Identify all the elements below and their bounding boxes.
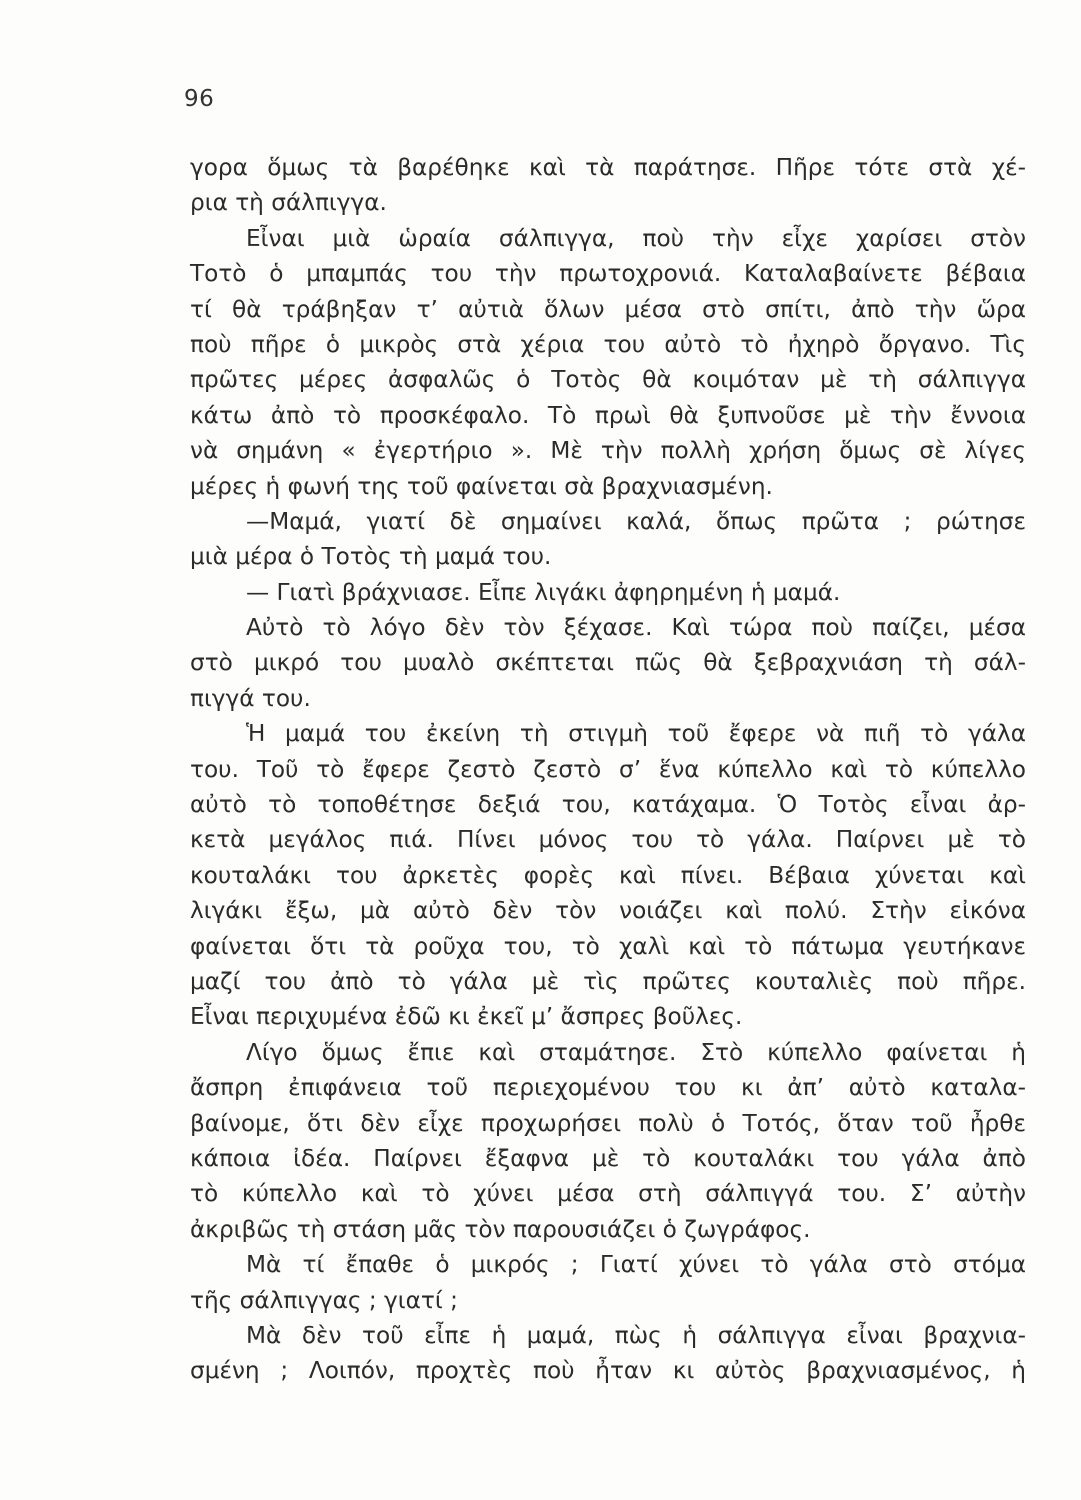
text-line: ἄσπρη ἐπιφάνεια τοῦ περιεχομένου του κι ἀπ’ αὐτὸ καταλα- (190, 1074, 1026, 1102)
text-line: Εἶναι περιχυμένα ἐδῶ κι ἐκεῖ μ’ ἄσπρες βοῦλες. (190, 1003, 743, 1031)
text-line: Εἶναι μιὰ ὡραία σάλπιγγα, ποὺ τὴν εἶχε χαρίσει στὸν (246, 224, 1026, 252)
text-line: κουταλάκι του ἀρκετὲς φορὲς καὶ πίνει. Βέβαια χύνεται καὶ (190, 861, 1026, 889)
text-line: Λίγο ὅμως ἔπιε καὶ σταμάτησε. Στὸ κύπελλο φαίνεται ἡ (246, 1038, 1026, 1066)
text-line: — Γιατὶ βράχνιασε. Εἶπε λιγάκι ἀφηρημένη ἡ μαμά. (246, 578, 841, 606)
text-line: —Μαμά, γιατί δὲ σημαίνει καλά, ὅπως πρῶτα ; ρώτησε (246, 507, 1026, 535)
text-line: κετὰ μεγάλος πιά. Πίνει μόνος του τὸ γάλα. Παίρνει μὲ τὸ (190, 826, 1026, 854)
text-line: φαίνεται ὅτι τὰ ροῦχα του, τὸ χαλὶ καὶ τὸ πάτωμα γευτήκανε (190, 932, 1026, 960)
text-line: Τοτὸ ὁ μπαμπάς του τὴν πρωτοχρονιά. Καταλαβαίνετε βέβαια (190, 260, 1026, 288)
text-line: μέρες ἡ φωνή της τοῦ φαίνεται σὰ βραχνιασμένη. (190, 472, 773, 500)
text-line: Αὐτὸ τὸ λόγο δὲν τὸν ξέχασε. Καὶ τώρα ποὺ παίζει, μέσα (246, 614, 1026, 642)
text-line: στὸ μικρό του μυαλὸ σκέπτεται πῶς θὰ ξεβραχνιάση τὴ σάλ- (190, 649, 1026, 677)
text-line: μαζί του ἀπὸ τὸ γάλα μὲ τὶς πρῶτες κουταλιὲς ποὺ πῆρε. (190, 967, 1026, 995)
text-line: πιγγά του. (190, 684, 311, 712)
text-line: Μὰ τί ἔπαθε ὁ μικρός ; Γιατί χύνει τὸ γάλα στὸ στόμα (246, 1251, 1026, 1279)
text-line: νὰ σημάνη « ἐγερτήριο ». Μὲ τὴν πολλὴ χρήση ὅμως σὲ λίγες (190, 437, 1026, 465)
text-line: του. Τοῦ τὸ ἔφερε ζεστὸ ζεστὸ σ’ ἕνα κύπελλο καὶ τὸ κύπελλο (190, 755, 1026, 783)
text-line: ρια τὴ σάλπιγγα. (190, 189, 387, 217)
text-line: μιὰ μέρα ὁ Τοτὸς τὴ μαμά του. (190, 543, 552, 571)
text-line: ἀκριβῶς τὴ στάση μᾶς τὸν παρουσιάζει ὁ ζωγράφος. (190, 1215, 811, 1243)
text-line: κάτω ἀπὸ τὸ προσκέφαλο. Τὸ πρωὶ θὰ ξυπνοῦσε μὲ τὴν ἔννοια (190, 401, 1026, 429)
text-line: σμένη ; Λοιπόν, προχτὲς ποὺ ἦταν κι αὐτὸς βραχνιασμένος, ἡ (190, 1357, 1026, 1385)
text-line: λιγάκι ἔξω, μὰ αὐτὸ δὲν τὸν νοιάζει καὶ πολύ. Στὴν εἰκόνα (190, 897, 1026, 925)
text-line: γορα ὅμως τὰ βαρέθηκε καὶ τὰ παράτησε. Πῆρε τότε στὰ χέ- (190, 154, 1026, 181)
text-line: βαίνομε, ὅτι δὲν εἶχε προχωρήσει πολὺ ὁ Τοτός, ὅταν τοῦ ἦρθε (190, 1109, 1026, 1137)
text-line: κάποια ἰδέα. Παίρνει ἔξαφνα μὲ τὸ κουταλάκι του γάλα ἀπὸ (190, 1144, 1026, 1172)
body-text (190, 150, 1026, 1389)
page-number: 96 (184, 86, 215, 112)
text-line: Μὰ δὲν τοῦ εἶπε ἡ μαμά, πὼς ἡ σάλπιγγα εἶναι βραχνια- (246, 1321, 1026, 1349)
text-line: πρῶτες μέρες ἀσφαλῶς ὁ Τοτὸς θὰ κοιμόταν μὲ τὴ σάλπιγγα (190, 366, 1026, 394)
text-line: αὐτὸ τὸ τοποθέτησε δεξιά του, κατάχαμα. Ὁ Τοτὸς εἶναι ἀρ- (190, 791, 1026, 819)
text-line: τί θὰ τράβηξαν τ’ αὐτιὰ ὅλων μέσα στὸ σπίτι, ἀπὸ τὴν ὥρα (190, 295, 1026, 323)
text-line: τὸ κύπελλο καὶ τὸ χύνει μέσα στὴ σάλπιγγά του. Σ’ αὐτὴν (190, 1180, 1026, 1208)
text-line: ποὺ πῆρε ὁ μικρὸς στὰ χέρια του αὐτὸ τὸ ἠχηρὸ ὄργανο. Τὶς (190, 330, 1026, 358)
text-line: Ἡ μαμά του ἐκείνη τὴ στιγμὴ τοῦ ἔφερε νὰ πιῆ τὸ γάλα (246, 720, 1026, 748)
text-line: τῆς σάλπιγγας ; γιατί ; (190, 1286, 458, 1314)
